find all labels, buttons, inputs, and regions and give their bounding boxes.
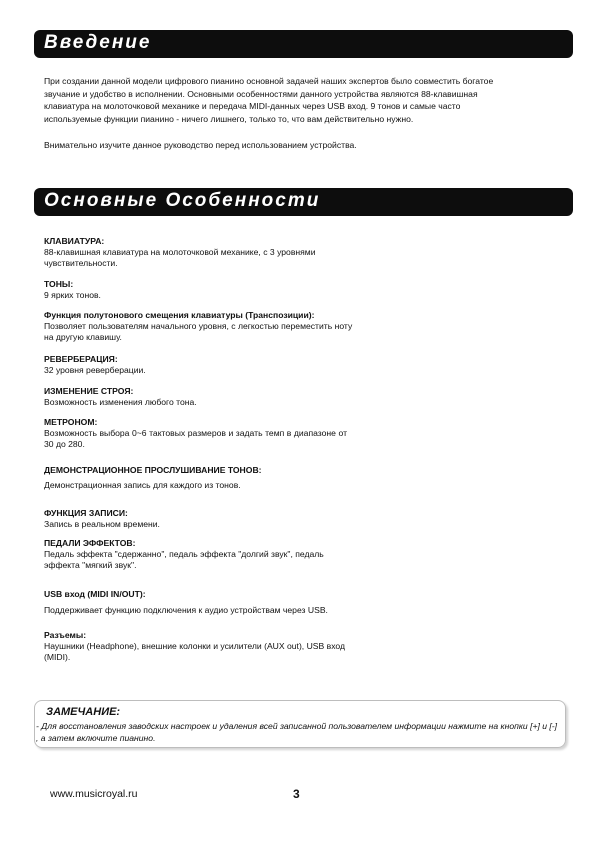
feature-text: Поддерживает функцию подключения к аудио устройствам через USB. [44, 605, 328, 615]
feature-text: Демонстрационная запись для каждого из тонов. [44, 480, 241, 490]
feature-text: Педаль эффекта "сдержанно", педаль эффекта "долгий звук", педаль эффекта "мягкий звук". [44, 549, 324, 570]
feature-text: 9 ярких тонов. [44, 290, 101, 300]
section-header-intro [34, 30, 573, 58]
intro-paragraph-2: Внимательно изучите данное руководство перед использованием устройства. [44, 140, 357, 150]
section-title-features: Основные Особенности [44, 190, 321, 211]
feature-metronome [44, 417, 347, 450]
feature-reverb [44, 354, 347, 376]
feature-title: Функция полутонового смещения клавиатуры (Транспозиции): [44, 310, 315, 320]
feature-text: 32 уровня реверберации. [44, 365, 146, 375]
footer-url: www.musicroyal.ru [50, 788, 138, 800]
note-title: ЗАМЕЧАНИЕ: [46, 706, 121, 718]
feature-tones [44, 279, 347, 301]
feature-title: КЛАВИАТУРА: [44, 236, 105, 246]
feature-title: ИЗМЕНЕНИЕ СТРОЯ: [44, 386, 134, 396]
section-header-features [34, 188, 573, 216]
feature-text: Наушники (Headphone), внешние колонки и усилители (AUX out), USB вход (MIDI). [44, 641, 346, 662]
feature-text: Возможность выбора 0~6 тактовых размеров и задать темп в диапазоне от 30 до 280. [44, 428, 347, 449]
feature-title: ТОНЫ: [44, 279, 74, 289]
feature-title: РЕВЕРБЕРАЦИЯ: [44, 354, 118, 364]
feature-connectors [44, 630, 347, 663]
feature-title: ФУНКЦИЯ ЗАПИСИ: [44, 508, 128, 518]
feature-text: 88-клавишная клавиатура на молоточковой механике, с 3 уровнями чувствительности. [44, 247, 316, 268]
feature-usb [44, 589, 347, 616]
note-text: - Для восстановления заводских настроек и удаления всей записанной пользователем информации нажмите на кнопки [+] и [-] , а затем включите пианино. [36, 721, 558, 743]
feature-text: Запись в реальном времени. [44, 519, 160, 529]
section-title-intro: Введение [44, 32, 152, 53]
feature-demo [44, 465, 347, 491]
feature-text: Возможность изменения любого тона. [44, 397, 197, 407]
feature-title: ПЕДАЛИ ЭФФЕКТОВ: [44, 538, 136, 548]
page-number: 3 [293, 787, 300, 801]
feature-pedals [44, 538, 347, 571]
intro-paragraph-1: При создании данной модели цифрового пианино основной задачей наших экспертов было совместить богатое звучание и удобство в исполнении. Основными особенностями данного устройства являются 88-клавишная клавиатура на молоточковой механике и передача MIDI-данных через USB вход. 9 тонов и самые часто используемые функции пианино - ничего лишнего, только то, что вам действительно нужно. [44, 76, 494, 124]
feature-tuning [44, 386, 347, 408]
feature-transpose [44, 310, 354, 343]
feature-title: ДЕМОНСТРАЦИОННОЕ ПРОСЛУШИВАНИЕ ТОНОВ: [44, 465, 262, 475]
feature-keyboard [44, 236, 347, 269]
feature-record [44, 508, 347, 530]
feature-title: USB вход (MIDI IN/OUT): [44, 589, 146, 599]
feature-title: МЕТРОНОМ: [44, 417, 98, 427]
feature-title: Разъемы: [44, 630, 87, 640]
feature-text: Позволяет пользователям начального уровня, с легкостью переместить ноту на другую клавишу. [44, 321, 353, 342]
